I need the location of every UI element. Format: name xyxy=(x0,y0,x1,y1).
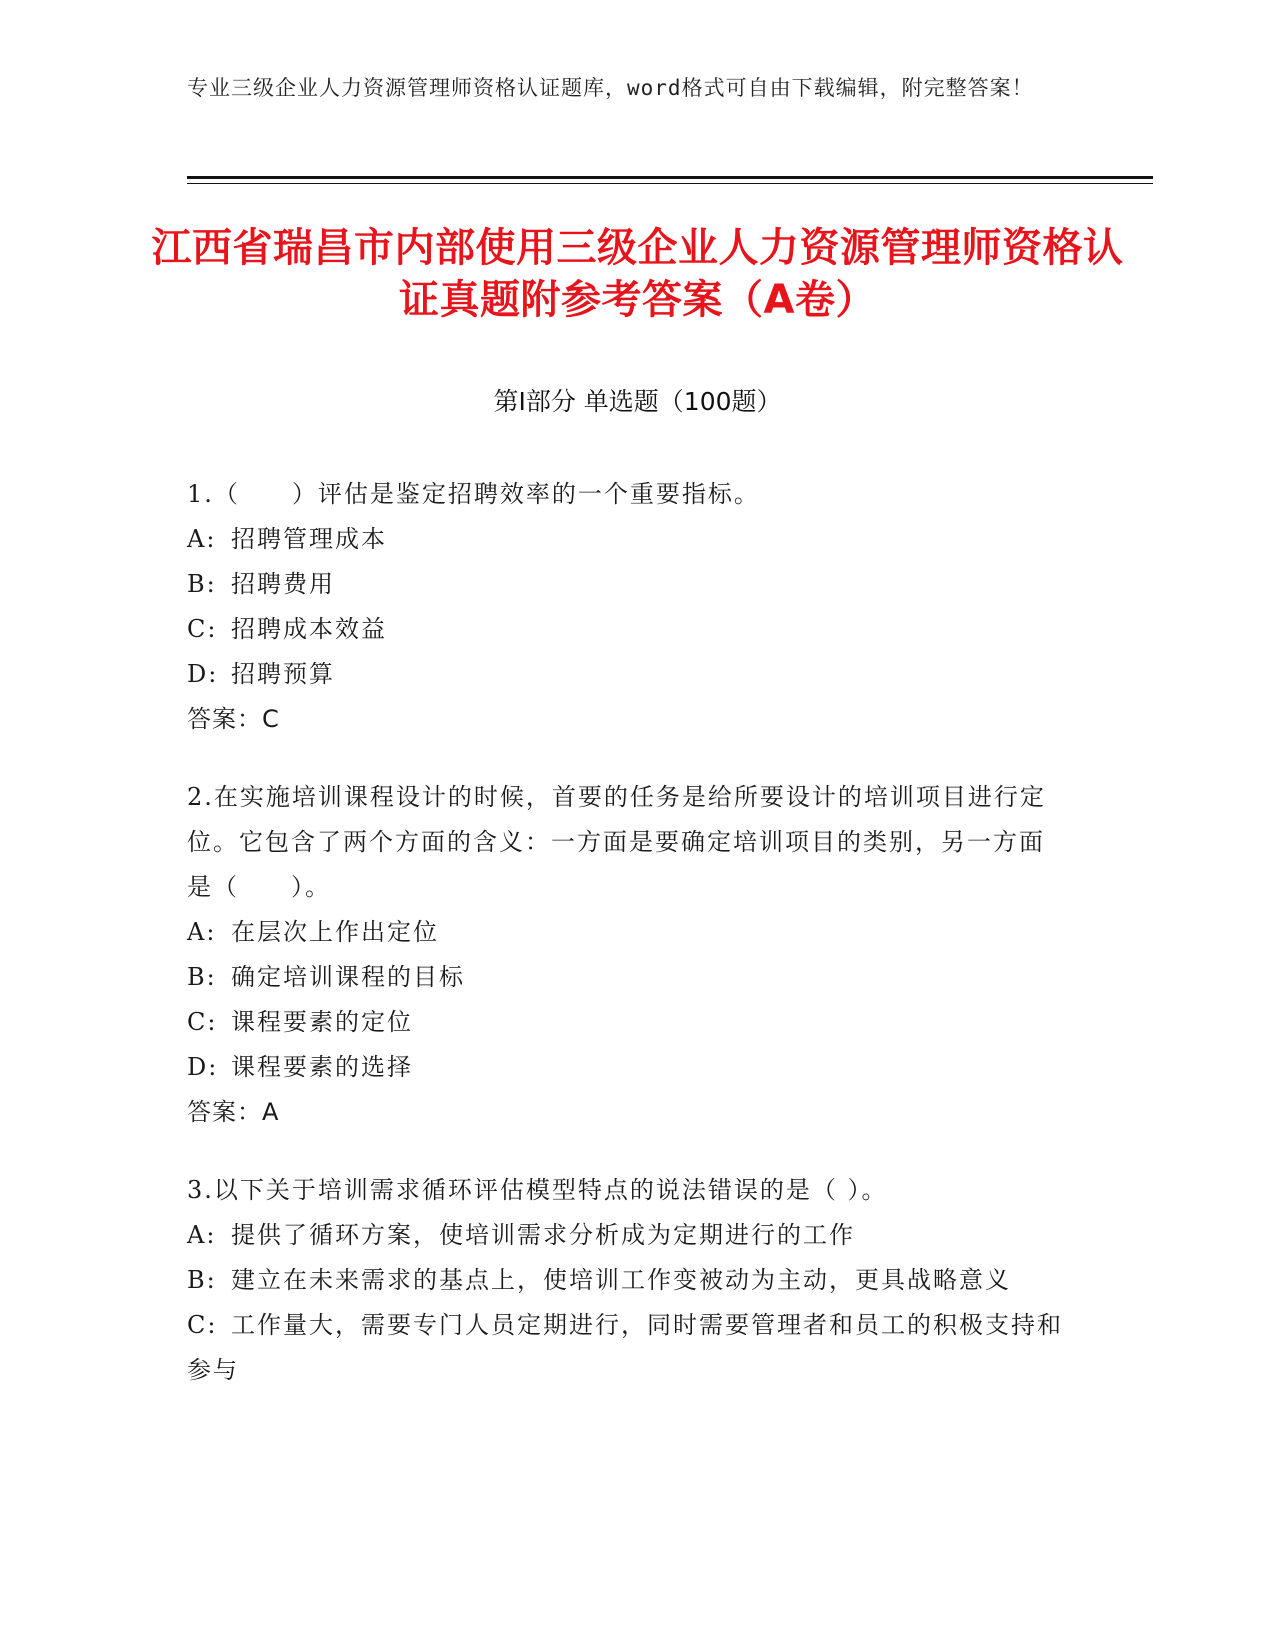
option-b xyxy=(187,955,1067,1000)
option-key: A: xyxy=(187,1221,217,1249)
option-key: C: xyxy=(187,615,218,643)
option-text: 课程要素的定位 xyxy=(231,1008,413,1036)
option-text: 工作量大，需要专门人员定期进行，同时需要管理者和员工的积极支持和参与 xyxy=(187,1311,1063,1384)
question-stem: 3.以下关于培训需求循环评估模型特点的说法错误的是（ ）。 xyxy=(187,1176,888,1204)
option-d xyxy=(187,652,1067,697)
option-text: 确定培训课程的目标 xyxy=(231,963,465,991)
option-text: 在层次上作出定位 xyxy=(231,918,439,946)
option-key: B: xyxy=(187,963,217,991)
option-text: 课程要素的选择 xyxy=(231,1053,413,1081)
header-note: 专业三级企业人力资源管理师资格认证题库，word格式可自由下载编辑，附完整答案！ xyxy=(187,76,1034,100)
option-text: 提供了循环方案，使培训需求分析成为定期进行的工作 xyxy=(231,1221,855,1249)
option-key: D: xyxy=(187,1053,219,1081)
option-b xyxy=(187,1258,1067,1303)
option-c xyxy=(187,1303,1067,1393)
option-key: C: xyxy=(187,1008,218,1036)
option-text: 招聘费用 xyxy=(231,570,335,598)
option-d xyxy=(187,1045,1067,1090)
option-key: C: xyxy=(187,1311,218,1339)
option-c xyxy=(187,1000,1067,1045)
question-1 xyxy=(187,472,1067,742)
question-stem: 2.在实施培训课程设计的时候，首要的任务是给所要设计的培训项目进行定位。它包含了两个方面的含义：一方面是要确定培训项目的类别，另一方面是（ ）。 xyxy=(187,783,1046,901)
option-key: D: xyxy=(187,660,219,688)
option-text: 招聘管理成本 xyxy=(231,525,387,553)
header-rule-thick xyxy=(187,176,1153,179)
option-text: 招聘预算 xyxy=(231,660,335,688)
option-c xyxy=(187,607,1067,652)
answer-line: 答案：A xyxy=(187,1098,280,1126)
option-key: B: xyxy=(187,1266,217,1294)
question-3 xyxy=(187,1168,1067,1393)
answer-line: 答案：C xyxy=(187,705,280,733)
option-b xyxy=(187,562,1067,607)
question-2 xyxy=(187,775,1067,1135)
document-title: 江西省瑞昌市内部使用三级企业人力资源管理师资格认证真题附参考答案（A卷） xyxy=(151,225,1124,323)
question-list xyxy=(187,472,1067,1426)
option-text: 建立在未来需求的基点上，使培训工作变被动为主动，更具战略意义 xyxy=(231,1266,1011,1294)
option-text: 招聘成本效益 xyxy=(231,615,387,643)
option-a xyxy=(187,517,1067,562)
section-title: 第Ⅰ部分 单选题（100题） xyxy=(493,387,782,416)
option-a xyxy=(187,910,1067,955)
option-key: A: xyxy=(187,525,217,553)
option-a xyxy=(187,1213,1067,1258)
option-key: A: xyxy=(187,918,217,946)
option-key: B: xyxy=(187,570,217,598)
question-stem: 1.（ ）评估是鉴定招聘效率的一个重要指标。 xyxy=(187,480,760,508)
header-rule-thin xyxy=(187,183,1153,184)
